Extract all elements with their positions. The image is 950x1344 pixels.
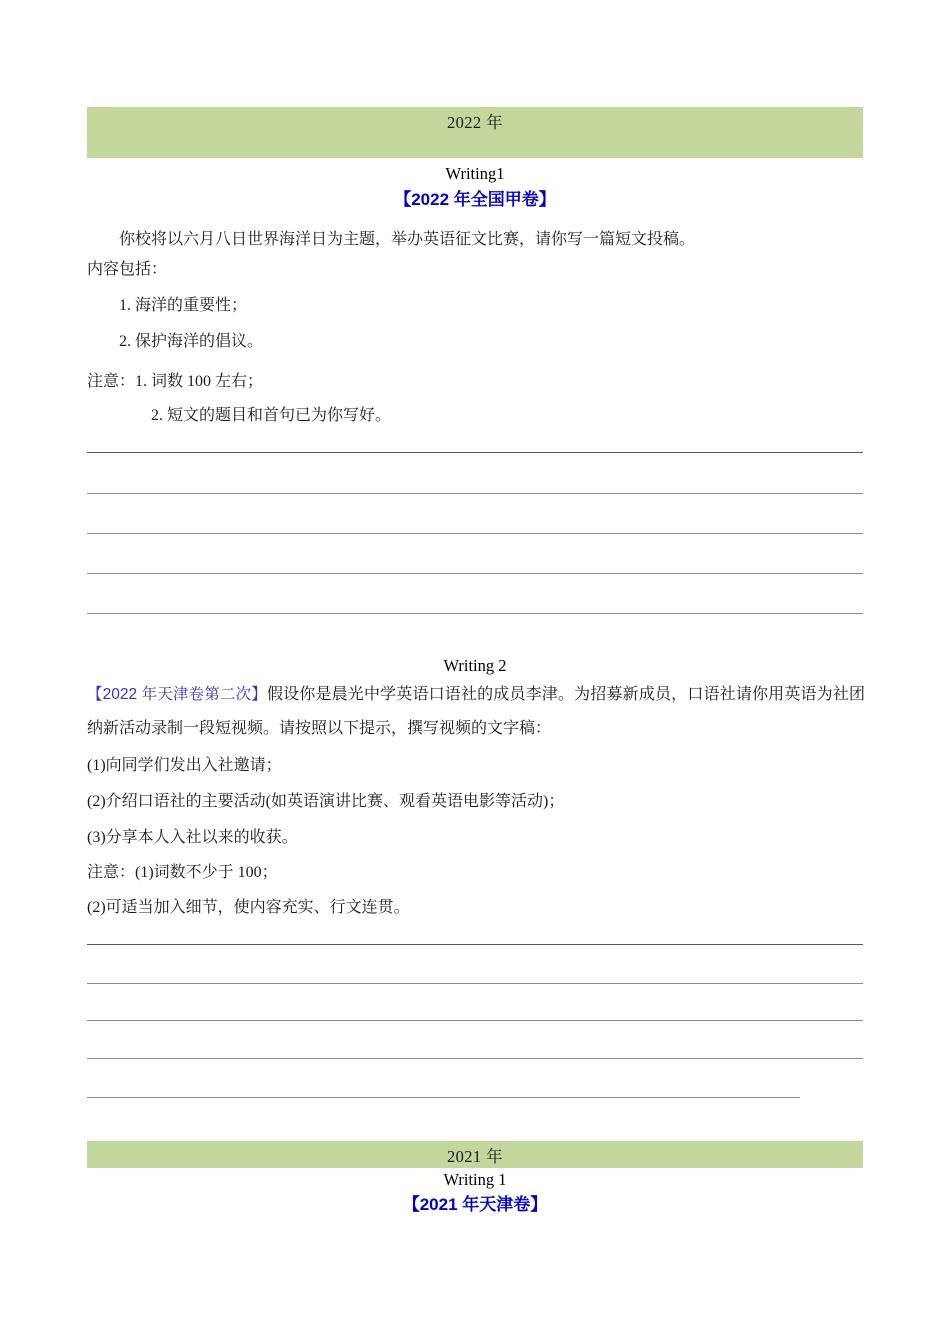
writing-2-prompt-intro (87, 678, 865, 746)
year-banner-label: 2022 年 (446, 113, 504, 132)
year-banner-label: 2021 年 (446, 1147, 504, 1166)
writing-1-prompt-intro: 你校将以六月八日世界海洋日为主题，举办英语征文比赛，请你写一篇短文投稿。 (119, 231, 696, 248)
writing-1-heading: Writing1 (445, 164, 505, 183)
writing-3-heading: Writing 1 (443, 1170, 507, 1189)
writing-2-requirement-item: (3)分享本人入社以来的收获。 (87, 829, 298, 846)
answer-line[interactable] (87, 493, 863, 494)
answer-line[interactable] (87, 613, 863, 614)
writing-3-source-label: 【2021 年天津卷】 (402, 1195, 548, 1214)
writing-2-source-label: 【2022 年天津卷第二次】 (87, 686, 267, 703)
answer-line[interactable] (87, 1020, 863, 1021)
answer-line[interactable] (87, 573, 863, 574)
answer-line[interactable] (87, 1058, 863, 1059)
answer-line[interactable] (87, 452, 863, 453)
answer-line[interactable] (87, 944, 863, 945)
year-banner-2022 (87, 107, 863, 158)
writing-2-heading: Writing 2 (443, 656, 507, 675)
writing-1-source-label: 【2022 年全国甲卷】 (394, 190, 556, 209)
writing-2-note-item: (2)可适当加入细节，使内容充实、行文连贯。 (87, 899, 410, 916)
writing-2-note-item: 注意：(1)词数不少于 100； (87, 864, 278, 881)
answer-line[interactable] (87, 1097, 800, 1098)
year-banner-2021 (87, 1141, 863, 1168)
writing-2-requirement-item: (2)介绍口语社的主要活动(如英语演讲比赛、观看英语电影等活动)； (87, 793, 565, 810)
writing-1-contents-label: 内容包括： (87, 261, 168, 278)
writing-2-requirement-item: (1)向同学们发出入社邀请； (87, 757, 282, 774)
writing-2-intro-text: 假设你是晨光中学英语口语社的成员李津。为招募新成员，口语社请你用英语为社团纳新活动录制一段短视频。请按照以下提示，撰写视频的文字稿： (87, 686, 865, 737)
writing-1-note-item: 2. 短文的题目和首句已为你写好。 (151, 407, 392, 424)
writing-1-requirement-item: 1. 海洋的重要性； (119, 297, 248, 314)
answer-line[interactable] (87, 533, 863, 534)
answer-line[interactable] (87, 983, 863, 984)
writing-1-note-item: 注意：1. 词数 100 左右； (87, 373, 264, 390)
writing-1-requirement-item: 2. 保护海洋的倡议。 (119, 333, 264, 350)
